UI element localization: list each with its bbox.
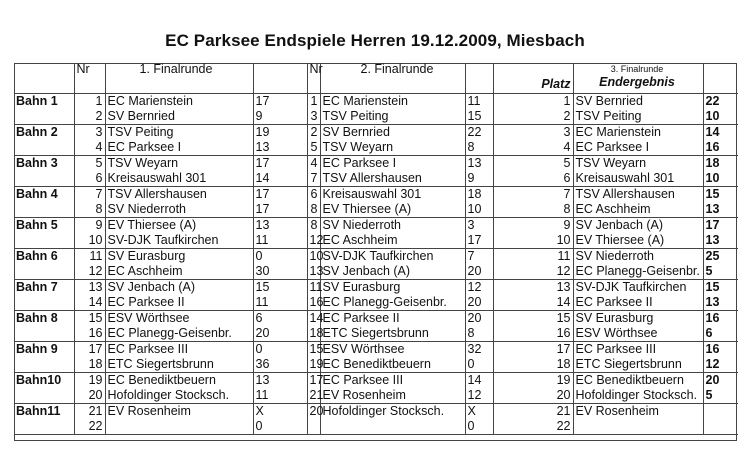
final-team: EC Aschheim xyxy=(573,202,703,218)
round1-nr: 7 xyxy=(74,187,105,203)
final-score: 13 xyxy=(703,202,738,218)
header-round-2 xyxy=(320,63,465,94)
round1-team: EC Aschheim xyxy=(105,264,253,280)
round2-team: TSV Weyarn xyxy=(320,140,465,156)
round2-team: EC Planegg-Geisenbr. xyxy=(320,295,465,311)
round2-team: EC Benediktbeuern xyxy=(320,357,465,373)
round2-score: 8 xyxy=(465,140,493,156)
final-score xyxy=(703,404,738,420)
round2-score: 12 xyxy=(465,388,493,404)
round1-nr: 4 xyxy=(74,140,105,156)
table-row xyxy=(14,419,738,435)
round1-nr: 16 xyxy=(74,326,105,342)
round1-nr: 6 xyxy=(74,171,105,187)
round2-score: 20 xyxy=(465,295,493,311)
round1-team: SV-DJK Taufkirchen xyxy=(105,233,253,249)
round1-score: 0 xyxy=(253,342,307,358)
final-score: 13 xyxy=(703,295,738,311)
final-team: ETC Siegertsbrunn xyxy=(573,357,703,373)
bahn-label xyxy=(14,233,74,249)
bahn-label xyxy=(14,264,74,280)
round2-team xyxy=(320,419,465,435)
round1-score: 13 xyxy=(253,373,307,389)
round2-team: SV Jenbach (A) xyxy=(320,264,465,280)
header-nr-1: Nr xyxy=(74,63,105,94)
round2-team: EC Aschheim xyxy=(320,233,465,249)
round2-team: TSV Peiting xyxy=(320,109,465,125)
table-row xyxy=(14,311,738,327)
header-platz xyxy=(493,63,573,94)
round1-score: 17 xyxy=(253,156,307,172)
round1-team: EC Planegg-Geisenbr. xyxy=(105,326,253,342)
final-score: 17 xyxy=(703,218,738,234)
round2-score: 3 xyxy=(465,218,493,234)
table-row xyxy=(14,326,738,342)
table-row xyxy=(14,373,738,389)
final-team: EV Thiersee (A) xyxy=(573,233,703,249)
bahn-label xyxy=(14,171,74,187)
final-platz: 1 xyxy=(493,94,573,110)
final-team: EC Parksee II xyxy=(573,295,703,311)
round2-score: 17 xyxy=(465,233,493,249)
page-title: EC Parksee Endspiele Herren 19.12.2009, Miesbach xyxy=(165,31,585,50)
final-score: 22 xyxy=(703,94,738,110)
bahn-label xyxy=(14,357,74,373)
final-platz: 9 xyxy=(493,218,573,234)
round2-nr: 7 xyxy=(307,171,320,187)
round2-team: ESV Wörthsee xyxy=(320,342,465,358)
final-score: 16 xyxy=(703,342,738,358)
table-row xyxy=(14,140,738,156)
round2-score: 0 xyxy=(465,357,493,373)
final-platz: 12 xyxy=(493,264,573,280)
final-platz: 6 xyxy=(493,171,573,187)
header-round-1-label: 1. Finalrunde xyxy=(139,62,213,76)
table-row xyxy=(14,357,738,373)
final-platz: 15 xyxy=(493,311,573,327)
round2-score: X xyxy=(465,404,493,420)
bahn-label: Bahn 2 xyxy=(16,125,58,139)
round1-nr: 21 xyxy=(74,404,105,420)
round1-nr: 22 xyxy=(74,419,105,435)
round1-team: SV Niederroth xyxy=(105,202,253,218)
round2-score: 20 xyxy=(465,264,493,280)
final-score: 10 xyxy=(703,109,738,125)
round2-nr: 11 xyxy=(307,280,320,296)
round2-score: 18 xyxy=(465,187,493,203)
final-platz: 18 xyxy=(493,357,573,373)
round1-team: ESV Wörthsee xyxy=(105,311,253,327)
final-team: SV Eurasburg xyxy=(573,311,703,327)
final-team: SV-DJK Taufkirchen xyxy=(573,280,703,296)
round1-nr: 17 xyxy=(74,342,105,358)
round1-nr: 19 xyxy=(74,373,105,389)
final-team: EC Parksee III xyxy=(573,342,703,358)
header-score-3 xyxy=(703,63,738,94)
round2-score: 8 xyxy=(465,326,493,342)
final-platz: 4 xyxy=(493,140,573,156)
round2-nr: 13 xyxy=(307,264,320,280)
round2-score: 11 xyxy=(465,94,493,110)
final-team xyxy=(573,419,703,435)
header-score-1 xyxy=(253,63,307,94)
round2-nr: 10 xyxy=(307,249,320,265)
round1-nr: 13 xyxy=(74,280,105,296)
round2-score: 12 xyxy=(465,280,493,296)
round1-score: 20 xyxy=(253,326,307,342)
round1-score: 17 xyxy=(253,202,307,218)
round2-nr: 17 xyxy=(307,373,320,389)
round2-score: 10 xyxy=(465,202,493,218)
round1-team: EC Benediktbeuern xyxy=(105,373,253,389)
final-score: 25 xyxy=(703,249,738,265)
round1-nr: 18 xyxy=(74,357,105,373)
bahn-label xyxy=(14,388,74,404)
table-row xyxy=(14,342,738,358)
round2-team: ETC Siegertsbrunn xyxy=(320,326,465,342)
final-score: 16 xyxy=(703,311,738,327)
round1-team: EC Parksee I xyxy=(105,140,253,156)
final-score: 13 xyxy=(703,233,738,249)
round1-score: 30 xyxy=(253,264,307,280)
round1-team: Kreisauswahl 301 xyxy=(105,171,253,187)
round1-team: SV Eurasburg xyxy=(105,249,253,265)
header-score-2 xyxy=(465,63,493,94)
header-round-2-label: 2. Finalrunde xyxy=(360,62,434,76)
round1-nr: 11 xyxy=(74,249,105,265)
round2-team: TSV Allershausen xyxy=(320,171,465,187)
round2-score: 0 xyxy=(465,419,493,435)
final-platz: 17 xyxy=(493,342,573,358)
final-platz: 16 xyxy=(493,326,573,342)
round1-score: 17 xyxy=(253,94,307,110)
bahn-label xyxy=(14,202,74,218)
final-platz: 19 xyxy=(493,373,573,389)
round2-team: EC Parksee II xyxy=(320,311,465,327)
round1-score: 11 xyxy=(253,388,307,404)
round2-team: EC Marienstein xyxy=(320,94,465,110)
round1-score: 13 xyxy=(253,140,307,156)
round1-score: 9 xyxy=(253,109,307,125)
bahn-label xyxy=(14,109,74,125)
round1-team xyxy=(105,419,253,435)
round1-score: 11 xyxy=(253,295,307,311)
round2-team: EC Parksee I xyxy=(320,156,465,172)
round2-team: SV Niederroth xyxy=(320,218,465,234)
round1-team: Hofoldinger Stocksch. xyxy=(105,388,253,404)
final-platz: 2 xyxy=(493,109,573,125)
bahn-label xyxy=(14,140,74,156)
round1-nr: 3 xyxy=(74,125,105,141)
round1-nr: 1 xyxy=(74,94,105,110)
round2-nr: 19 xyxy=(307,357,320,373)
round2-team: Hofoldinger Stocksch. xyxy=(320,404,465,420)
round2-score: 22 xyxy=(465,125,493,141)
bahn-label: Bahn 1 xyxy=(16,94,58,108)
round1-score: 17 xyxy=(253,187,307,203)
round2-nr: 16 xyxy=(307,295,320,311)
round1-team: ETC Siegertsbrunn xyxy=(105,357,253,373)
header-round-1 xyxy=(105,63,253,94)
final-team: Hofoldinger Stocksch. xyxy=(573,388,703,404)
round1-nr: 10 xyxy=(74,233,105,249)
final-team: EC Marienstein xyxy=(573,125,703,141)
round2-nr: 20 xyxy=(307,404,320,420)
final-score: 10 xyxy=(703,171,738,187)
round1-score: 15 xyxy=(253,280,307,296)
bahn-label: Bahn 6 xyxy=(16,249,58,263)
round2-nr: 5 xyxy=(307,140,320,156)
table-row xyxy=(14,187,738,203)
round1-team: EV Rosenheim xyxy=(105,404,253,420)
round1-nr: 14 xyxy=(74,295,105,311)
round1-score: 14 xyxy=(253,171,307,187)
bahn-label: Bahn 5 xyxy=(16,218,58,232)
final-platz: 14 xyxy=(493,295,573,311)
round2-team: Kreisauswahl 301 xyxy=(320,187,465,203)
round1-score: 36 xyxy=(253,357,307,373)
bahn-label: Bahn10 xyxy=(16,373,62,387)
bahn-label: Bahn 9 xyxy=(16,342,58,356)
bahn-label xyxy=(14,326,74,342)
final-score: 14 xyxy=(703,125,738,141)
round2-score: 9 xyxy=(465,171,493,187)
round1-nr: 20 xyxy=(74,388,105,404)
round1-nr: 2 xyxy=(74,109,105,125)
header-endergebnis: Endergebnis xyxy=(599,75,675,89)
final-score: 15 xyxy=(703,280,738,296)
round1-team: SV Jenbach (A) xyxy=(105,280,253,296)
round1-team: EC Parksee III xyxy=(105,342,253,358)
round2-nr xyxy=(307,419,320,435)
round1-score: 19 xyxy=(253,125,307,141)
table-row xyxy=(14,171,738,187)
bahn-label: Bahn 3 xyxy=(16,156,58,170)
round1-score: 11 xyxy=(253,233,307,249)
round1-score: X xyxy=(253,404,307,420)
round2-team: EC Parksee III xyxy=(320,373,465,389)
table-row xyxy=(14,202,738,218)
header-bahn xyxy=(14,63,74,94)
round1-score: 13 xyxy=(253,218,307,234)
final-platz: 11 xyxy=(493,249,573,265)
round2-nr: 15 xyxy=(307,342,320,358)
round2-nr: 8 xyxy=(307,218,320,234)
final-team: SV Bernried xyxy=(573,94,703,110)
round1-nr: 15 xyxy=(74,311,105,327)
round2-score: 32 xyxy=(465,342,493,358)
round1-score: 6 xyxy=(253,311,307,327)
final-platz: 3 xyxy=(493,125,573,141)
round2-nr: 8 xyxy=(307,202,320,218)
final-platz: 13 xyxy=(493,280,573,296)
final-platz: 5 xyxy=(493,156,573,172)
final-score: 18 xyxy=(703,156,738,172)
round2-team: SV Bernried xyxy=(320,125,465,141)
final-team: EC Planegg-Geisenbr. xyxy=(573,264,703,280)
round1-nr: 8 xyxy=(74,202,105,218)
header-round-3-small: 3. Finalrunde xyxy=(610,64,664,74)
round1-team: TSV Peiting xyxy=(105,125,253,141)
table-row xyxy=(14,156,738,172)
final-team: TSV Peiting xyxy=(573,109,703,125)
header-round-3 xyxy=(573,63,703,94)
round2-nr: 18 xyxy=(307,326,320,342)
table-row xyxy=(14,94,738,110)
round1-score: 0 xyxy=(253,419,307,435)
results-table xyxy=(14,63,738,435)
bahn-label xyxy=(14,419,74,435)
bahn-label xyxy=(14,295,74,311)
round2-score: 13 xyxy=(465,156,493,172)
round2-team: SV Eurasburg xyxy=(320,280,465,296)
round1-team: EC Parksee II xyxy=(105,295,253,311)
round2-team: EV Thiersee (A) xyxy=(320,202,465,218)
final-team: SV Niederroth xyxy=(573,249,703,265)
final-score: 20 xyxy=(703,373,738,389)
table-row xyxy=(14,280,738,296)
round2-nr: 2 xyxy=(307,125,320,141)
final-team: EC Benediktbeuern xyxy=(573,373,703,389)
round2-nr: 21 xyxy=(307,388,320,404)
round1-score: 0 xyxy=(253,249,307,265)
final-score: 5 xyxy=(703,388,738,404)
round1-team: TSV Allershausen xyxy=(105,187,253,203)
final-score: 5 xyxy=(703,264,738,280)
round2-team: EV Rosenheim xyxy=(320,388,465,404)
round1-nr: 12 xyxy=(74,264,105,280)
round1-team: EV Thiersee (A) xyxy=(105,218,253,234)
round2-nr: 3 xyxy=(307,109,320,125)
table-row xyxy=(14,109,738,125)
final-team: EC Parksee I xyxy=(573,140,703,156)
final-team: SV Jenbach (A) xyxy=(573,218,703,234)
final-platz: 20 xyxy=(493,388,573,404)
round1-nr: 5 xyxy=(74,156,105,172)
header-row xyxy=(14,63,738,94)
round2-nr: 12 xyxy=(307,233,320,249)
round1-team: EC Marienstein xyxy=(105,94,253,110)
final-team: TSV Allershausen xyxy=(573,187,703,203)
round1-nr: 9 xyxy=(74,218,105,234)
round2-score: 15 xyxy=(465,109,493,125)
final-score xyxy=(703,419,738,435)
final-platz: 21 xyxy=(493,404,573,420)
final-score: 6 xyxy=(703,326,738,342)
round2-team: SV-DJK Taufkirchen xyxy=(320,249,465,265)
round2-nr: 4 xyxy=(307,156,320,172)
round1-team: SV Bernried xyxy=(105,109,253,125)
final-team: TSV Weyarn xyxy=(573,156,703,172)
final-score: 15 xyxy=(703,187,738,203)
final-platz: 22 xyxy=(493,419,573,435)
final-platz: 10 xyxy=(493,233,573,249)
bahn-label: Bahn 8 xyxy=(16,311,58,325)
bahn-label: Bahn 4 xyxy=(16,187,58,201)
table-row xyxy=(14,295,738,311)
header-nr-2: Nr xyxy=(307,63,320,94)
round2-nr: 1 xyxy=(307,94,320,110)
round2-score: 7 xyxy=(465,249,493,265)
final-team: Kreisauswahl 301 xyxy=(573,171,703,187)
table-row xyxy=(14,233,738,249)
table-row xyxy=(14,388,738,404)
table-row xyxy=(14,404,738,420)
table-row xyxy=(14,125,738,141)
table-row xyxy=(14,249,738,265)
bahn-label: Bahn11 xyxy=(16,404,61,418)
final-team: ESV Wörthsee xyxy=(573,326,703,342)
final-score: 16 xyxy=(703,140,738,156)
final-platz: 7 xyxy=(493,187,573,203)
table-row xyxy=(14,218,738,234)
round2-score: 20 xyxy=(465,311,493,327)
round2-score: 14 xyxy=(465,373,493,389)
final-team: EV Rosenheim xyxy=(573,404,703,420)
round1-team: TSV Weyarn xyxy=(105,156,253,172)
bahn-label: Bahn 7 xyxy=(16,280,58,294)
final-platz: 8 xyxy=(493,202,573,218)
header-platz-label: Platz xyxy=(541,77,571,91)
round2-nr: 14 xyxy=(307,311,320,327)
final-score: 12 xyxy=(703,357,738,373)
round2-nr: 6 xyxy=(307,187,320,203)
table-row xyxy=(14,264,738,280)
